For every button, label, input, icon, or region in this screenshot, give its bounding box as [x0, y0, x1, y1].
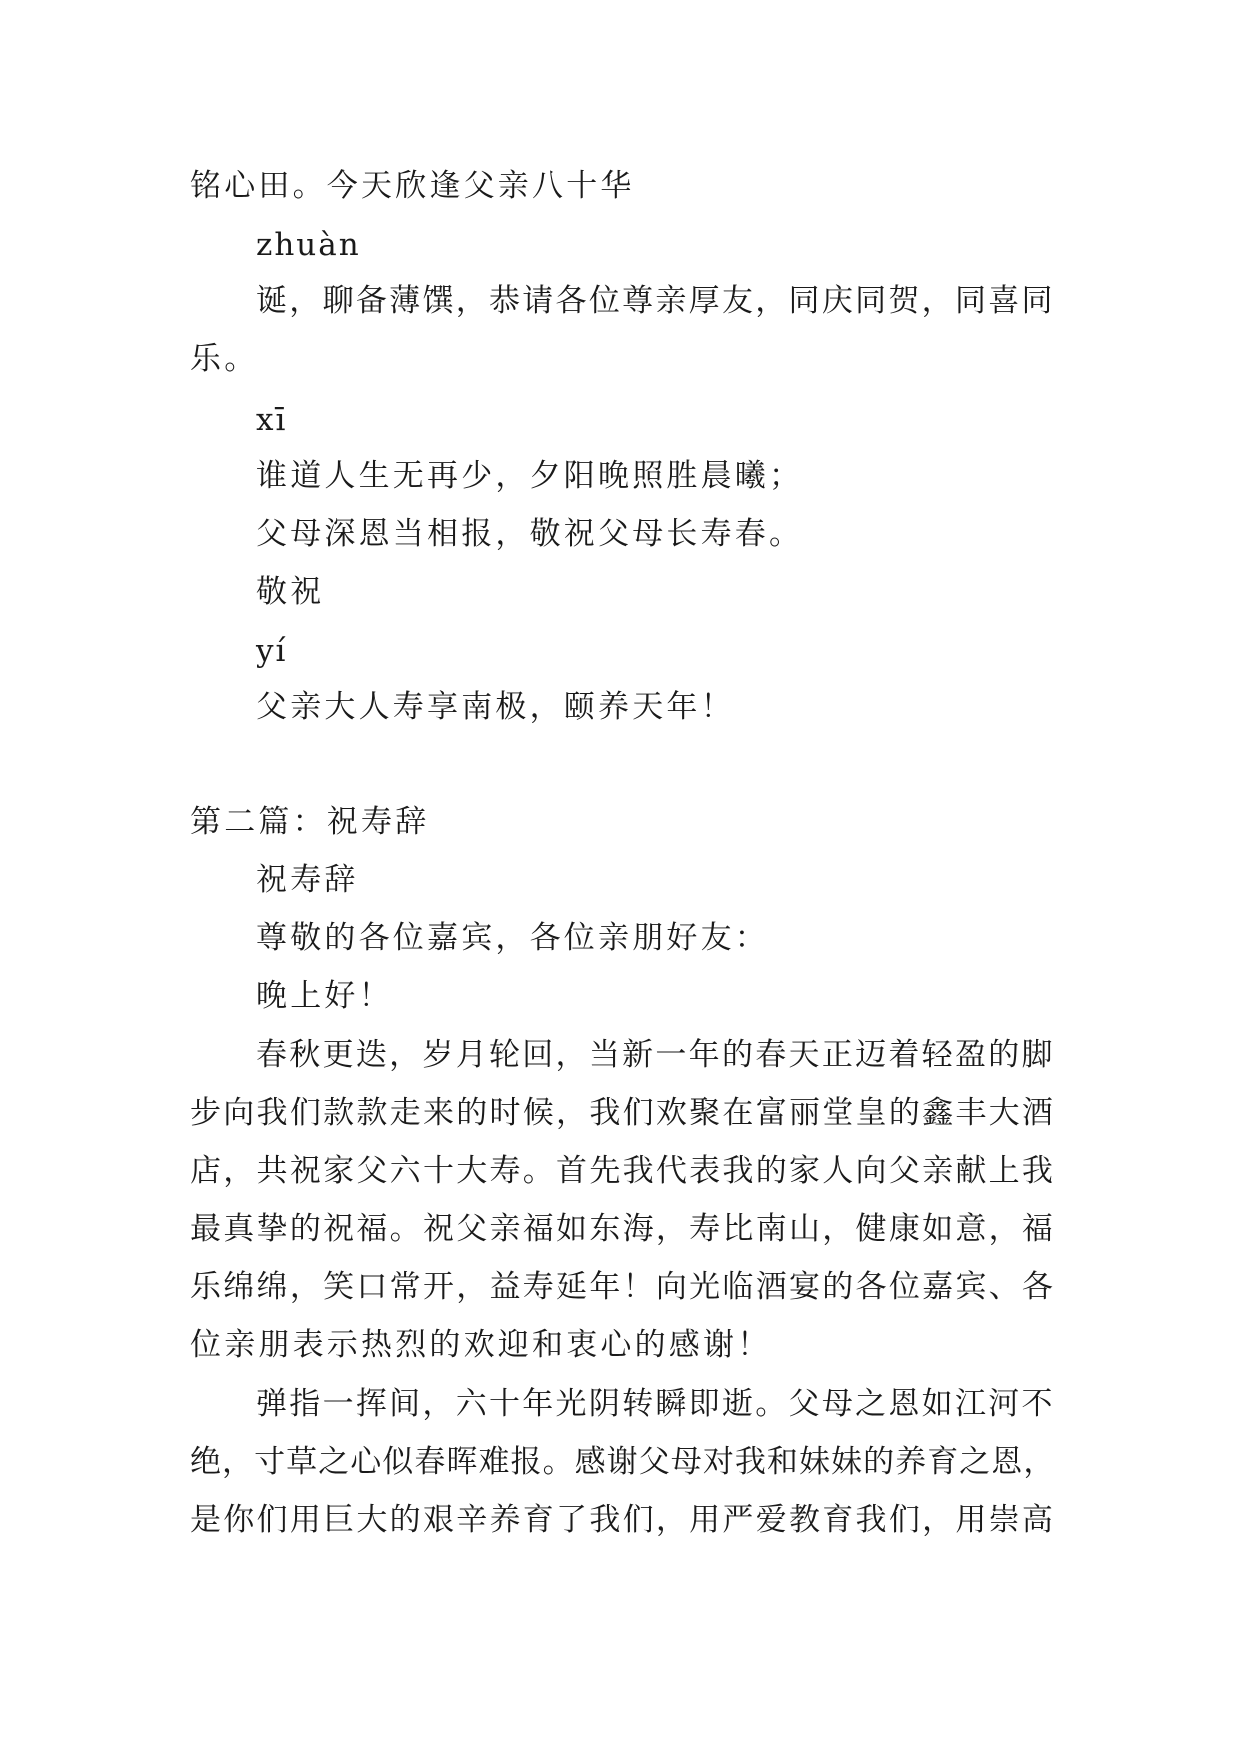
text-line: 铭心田。今天欣逢父亲八十华: [190, 168, 635, 204]
text-line: 弹指一挥间，六十年光阴转瞬即逝。父母之恩如江河不: [256, 1386, 1055, 1422]
text-line: 谁道人生无再少，夕阳晚照胜晨曦；: [256, 458, 804, 494]
text-line: 父亲大人寿享南极，颐养天年！: [256, 689, 735, 725]
text-line: 晚上好！: [256, 978, 393, 1014]
text-line: 乐绵绵，笑口常开，益寿延年！向光临酒宴的各位嘉宾、各: [190, 1269, 1056, 1305]
pinyin-annotation: zhuàn: [256, 227, 361, 263]
text-line: 是你们用巨大的艰辛养育了我们，用严爱教育我们，用崇高: [190, 1502, 1056, 1538]
text-line: 尊敬的各位嘉宾，各位亲朋好友：: [256, 920, 769, 956]
section-heading: 第二篇：祝寿辞: [190, 804, 430, 840]
text-line: 父母深恩当相报，敬祝父母长寿春。: [256, 516, 804, 552]
text-line: 乐。: [190, 341, 259, 377]
text-line: 步向我们款款走来的时候，我们欢聚在富丽堂皇的鑫丰大酒: [190, 1095, 1056, 1131]
text-line: 敬祝: [256, 574, 325, 610]
text-line: 店，共祝家父六十大寿。首先我代表我的家人向父亲献上我: [190, 1153, 1056, 1189]
text-line: 祝寿辞: [256, 862, 359, 898]
text-line: 位亲朋表示热烈的欢迎和衷心的感谢！: [190, 1327, 772, 1363]
text-line: 春秋更迭，岁月轮回，当新一年的春天正迈着轻盈的脚: [256, 1037, 1055, 1073]
text-line: 绝，寸草之心似春晖难报。感谢父母对我和妹妹的养育之恩，: [190, 1444, 1056, 1480]
text-line: 最真挚的祝福。祝父亲福如东海，寿比南山，健康如意，福: [190, 1211, 1056, 1247]
pinyin-annotation: yí: [256, 633, 288, 669]
pinyin-annotation: xī: [256, 402, 288, 438]
text-line: 诞，聊备薄馔，恭请各位尊亲厚友，同庆同贺，同喜同: [256, 283, 1055, 319]
